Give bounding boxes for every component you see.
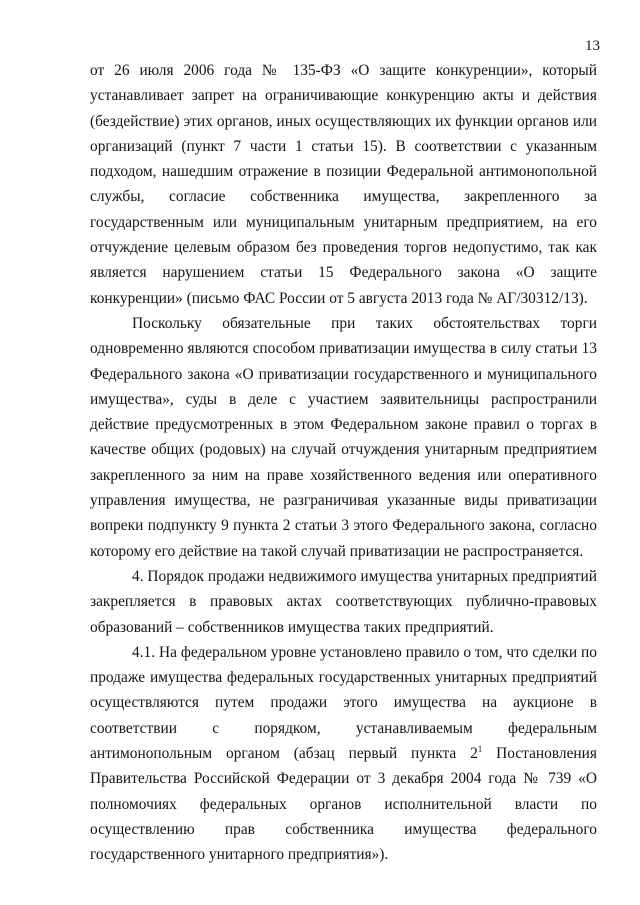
document-body	[90, 58, 597, 868]
paragraph-continuation: от 26 июля 2006 года № 135-ФЗ «О защите конкуренции», который устанавливает запрет на ограничивающие конкуренцию акты и действия (бездействие) этих органов, иных осуществляющих их функции органов или организаций (пункт 7 части 1 статьи 15). В соответствии с указанным подходом, нашедшим отражение в позиции Федеральной антимонопольной службы, согласие собственника имущества, закрепленного за государственным или муниципальным унитарным предприятием, на его отчуждение целевым образом без проведения торгов недопустимо, так как является нарушением статьи 15 Федерального закона «О защите конкуренции» (письмо ФАС России от 5 августа 2013 года № АГ/30312/13).	[90, 62, 597, 307]
paragraph-section-4-1-text-b: Постановления Правительства Российской Федерации от 3 декабря 2004 года № 739 «О полномочиях федеральных органов исполнительной власти по осуществлению прав собственника имущества федерального государственного унитарного предприятия»).	[90, 745, 597, 864]
page-number: 13	[585, 38, 600, 54]
paragraph-section-4: 4. Порядок продажи недвижимого имущества унитарных предприятий закрепляется в правовых актах соответствующих публично-правовых образований – собственников имущества таких предприятий.	[90, 567, 597, 636]
paragraph-section-4-1-text-a: 4.1. На федеральном уровне установлено правило о том, что сделки по продаже имущества федеральных государственных унитарных предприятий осуществляются путем продажи этого имущества на аукционе в соответствии с порядком, устанавливаемым федеральным антимонопольным органом (абзац первый пункта 2	[90, 643, 597, 763]
superscript-marker: 1	[477, 744, 483, 755]
paragraph-privatization: Поскольку обязательные при таких обстоятельствах торги одновременно являются способом приватизации имущества в силу статьи 13 Федерального закона «О приватизации государственного и муниципального имущества», суды в деле с участием заявительницы распространили действие предусмотренных в этом Федеральном законе правил о торгах в качестве общих (родовых) на случай отчуждения унитарным предприятием закрепленного за ним на праве хозяйственного ведения или оперативного управления имущества, не разграничивая указанные виды приватизации вопреки подпункту 9 пункта 2 статьи 3 этого Федерального закона, согласно которому его действие на такой случай приватизации не распространяется.	[90, 314, 597, 560]
paragraph-section-4-1	[90, 640, 597, 868]
